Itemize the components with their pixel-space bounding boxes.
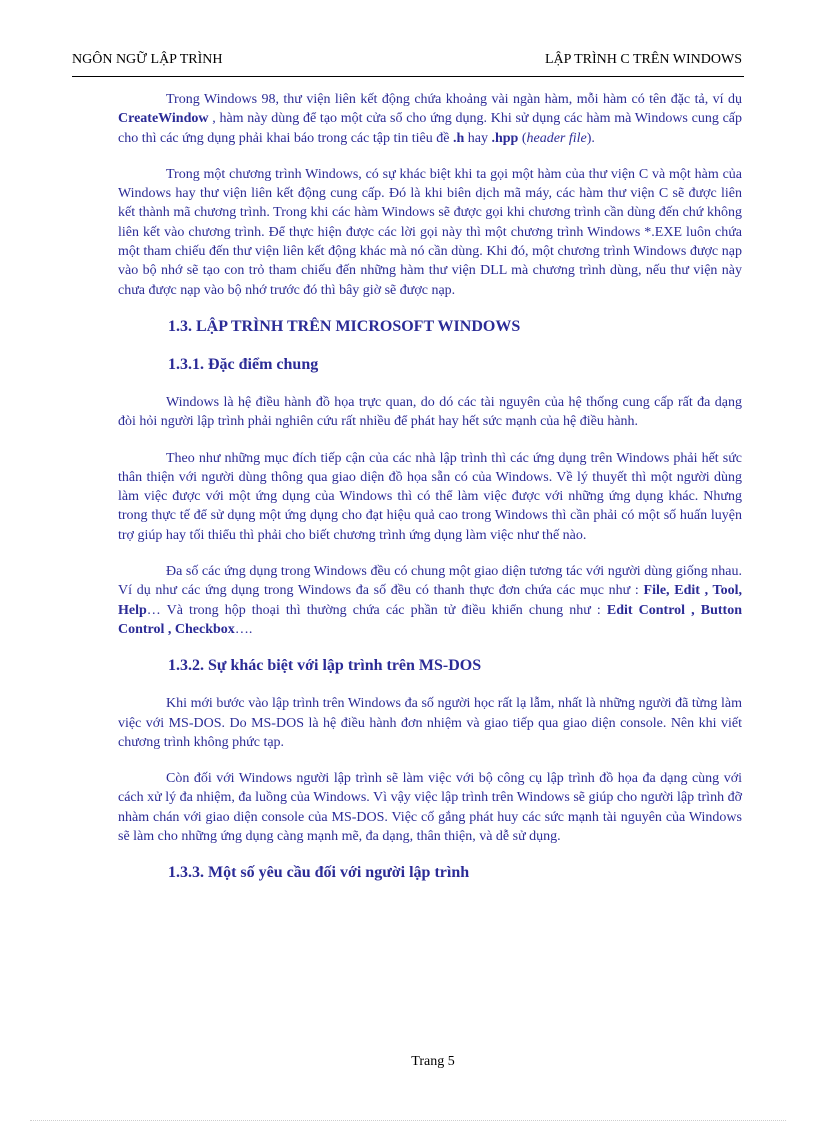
text-run: … Và trong hộp thoại thì thường chứa các phần tử điều khiển chung như : (146, 602, 607, 618)
text-run: Đa số các ứng dụng trong Windows đều có chung một giao diện tương tác với người dùng giống nhau. Ví dụ như các ứng dụng trong Windows đa số đều có thanh thực đơn chứa các mục như : (118, 564, 742, 599)
bold-term: .h (452, 130, 465, 146)
paragraph-user-friendly: Theo như những mục đích tiếp cận của các nhà lập trình thì các ứng dụng trên Windows phải hết sức thân thiện với người dùng thông qua giao diện đồ họa sẵn có của Windows. Về lý thuyết thì một người dùng làm việc được với một ứng dụng của Windows thì có thể làm việc được với những ứng dụng khác. Nhưng trong thực tế để sử dụng một ứng dụng cho đạt hiệu quả cao trong Windows thì cần phải có một số huấn luyện trợ giúp hay tối thiểu thì phải cho biết chương trình ứng dụng làm việc như thế nào. (118, 450, 742, 543)
paragraph-common-interface (118, 562, 742, 639)
bold-term: CreateWindow (118, 111, 213, 127)
section-heading-1-3-2: 1.3.2. Sự khác biệt với lập trình trên MS-DOS (168, 657, 482, 675)
bold-term: File, Edit , Tool, Help (118, 583, 742, 618)
text-run: hay (464, 130, 492, 146)
paragraph-dll-functions (118, 90, 742, 148)
section-heading-1-3-1: 1.3.1. Đặc điểm chung (168, 355, 319, 373)
section-heading-1-3: 1.3. LẬP TRÌNH TRÊN MICROSOFT WINDOWS (168, 317, 521, 335)
paragraph-windows-tools: Còn đối với Windows người lập trình sẽ làm việc với bộ công cụ lập trình đồ họa đa dạng cùng với cách xử lý đa nhiệm, đa luồng của Windows. Vì vậy việc lập trình trên Windows sẽ giúp cho người lập trình đỡ nhàm chán với giao diện console của MS-DOS. Việc cố gắng phát huy các sức mạnh tài nguyên của Windows sẽ làm cho những ứng dụng càng mạnh mẽ, đa dạng, thân thiện, và dễ sử dụng. (118, 771, 742, 845)
header-left-title: NGÔN NGỮ LẬP TRÌNH (72, 52, 223, 67)
bold-term: Edit Control , Button Control , Checkbox (118, 602, 742, 637)
paragraph-c-vs-windows-calls: Trong một chương trình Windows, có sự khác biệt khi ta gọi một hàm của thư viện C và một hàm của Windows hay thư viện liên kết động cung cấp. Đó là khi biên dịch mã máy, các hàm thư viện C sẽ được liên kết thành mã chương trình. Trong khi các hàm Windows sẽ được gọi khi chương trình cần dùng đến chứ không liên kết vào chương trình. Để thực hiện được các lời gọi này thì một chương trình Windows *.EXE luôn chứa một tham chiếu đến thư viện liên kết động khác mà nó cần dùng. Khi đó, một chương trình Windows được nạp vào bộ nhớ sẽ tạo con trỏ tham chiếu đến những hàm thư viện DLL mà chương trình dùng, nếu thư viện này chưa được nạp vào bộ nhớ trước đó thì bây giờ sẽ được nạp. (118, 166, 742, 298)
page-header (72, 52, 744, 77)
section-heading-1-3-3: 1.3.3. Một số yêu cầu đối với người lập trình (168, 864, 470, 882)
paragraph-ms-dos: Khi mới bước vào lập trình trên Windows đa số người học rất lạ lẫm, nhất là những người đã từng làm việc với MS-DOS. Do MS-DOS là hệ điều hành đơn nhiệm và giao tiếp qua giao diện console. Nên khi viết chương trình không phức tạp. (118, 696, 742, 750)
text-run: , hàm này dùng để tạo một cửa sổ cho ứng dụng. Khi sử dụng các hàm mà Windows cung cấp cho thì các ứng dụng phải khai báo trong các tập tin tiêu đề (118, 111, 742, 146)
text-run: ( (518, 130, 527, 146)
header-right-title: LẬP TRÌNH C TRÊN WINDOWS (544, 52, 742, 67)
document-body (118, 90, 742, 901)
bold-term: .hpp (491, 130, 519, 146)
page-edge-divider (30, 1120, 786, 1121)
paragraph-windows-gui: Windows là hệ điều hành đồ họa trực quan, do dó các tài nguyên của hệ thống cung cấp rất đa dạng đòi hỏi người lập trình phải nghiên cứu rất nhiều để phát hay hết sức mạnh của hệ điều hành. (118, 394, 742, 430)
text-run: ). (586, 130, 595, 146)
text-run: …. (234, 621, 253, 637)
text-run: Trong Windows 98, thư viện liên kết động chứa khoảng vài ngàn hàm, mỗi hàm có tên đặc tả, ví dụ (166, 92, 742, 107)
italic-term: header file (526, 130, 587, 146)
page-number: Trang 5 (411, 1054, 455, 1069)
